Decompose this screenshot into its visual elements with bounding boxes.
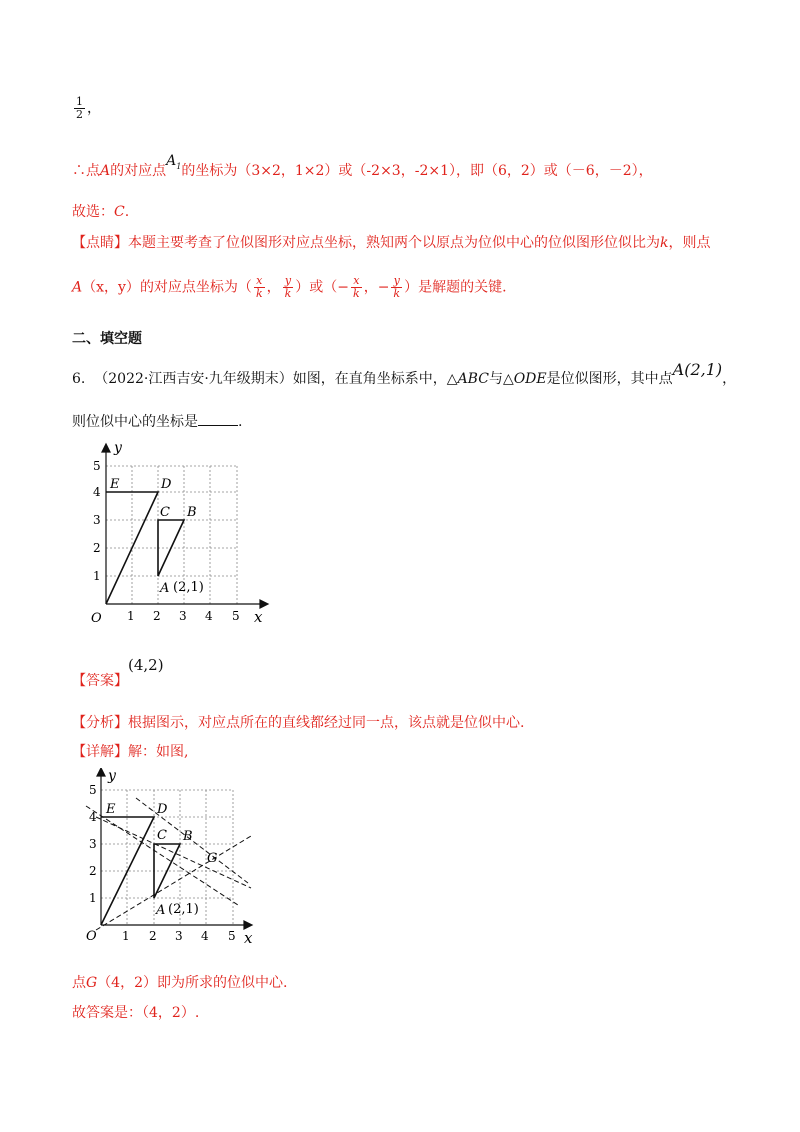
analysis-line: 【分析】根据图示，对应点所在的直线都经过同一点，该点就是位似中心. xyxy=(72,715,525,731)
svg-text:5: 5 xyxy=(89,783,97,797)
answer-blank xyxy=(198,413,238,426)
svg-text:2: 2 xyxy=(93,541,101,555)
grid xyxy=(106,466,237,604)
label-A-coord: (2,1) xyxy=(168,902,199,917)
conclusion-line: 点G（4，2）即为所求的位似中心. xyxy=(72,975,288,991)
question-line-1: 6. （2022·江西吉安·九年级期末）如图，在直角坐标系中，△ABC与△ODE是位似图形，其中点A(2,1)， xyxy=(72,360,737,387)
svg-text:3: 3 xyxy=(89,837,97,851)
svg-text:1: 1 xyxy=(93,569,101,583)
x-axis-arrow xyxy=(244,921,252,929)
svg-text:2: 2 xyxy=(89,864,97,878)
axis-y-label: y xyxy=(114,440,122,456)
x-tick-labels xyxy=(122,929,236,943)
label-A-coord: (2,1) xyxy=(173,580,204,595)
svg-text:4: 4 xyxy=(205,609,213,623)
svg-text:1: 1 xyxy=(89,891,97,905)
y-axis-arrow xyxy=(102,444,110,452)
label-D: D xyxy=(161,477,172,492)
label-D: D xyxy=(157,802,168,817)
svg-text:4: 4 xyxy=(201,929,209,943)
x-tick-labels xyxy=(127,609,240,623)
svg-text:2: 2 xyxy=(149,929,157,943)
x-axis-arrow xyxy=(260,600,268,608)
top-fraction-line: $\frac{1}{2}$ ， xyxy=(76,95,101,121)
label-B: B xyxy=(183,829,193,844)
label-G: G xyxy=(207,851,218,866)
svg-text:5: 5 xyxy=(232,609,240,623)
svg-text:1: 1 xyxy=(127,609,135,623)
svg-text:2: 2 xyxy=(153,609,161,623)
svg-text:1: 1 xyxy=(122,929,130,943)
svg-text:4: 4 xyxy=(89,810,97,824)
label-B: B xyxy=(187,505,197,520)
triangle-ABC xyxy=(158,520,184,576)
svg-text:3: 3 xyxy=(179,609,187,623)
origin-label: O xyxy=(86,929,97,944)
figure-1-coordinate-graph xyxy=(80,438,280,638)
therefore-line: ∴点A的对应点$A_1$的坐标为（3×2，1×2）或（-2×3，-2×1），即（6，2）或（－6，－2）， xyxy=(72,153,653,179)
question-line-2: 则位似中心的坐标是 . xyxy=(72,414,243,430)
answer-label: 【答案】 xyxy=(72,673,128,689)
axis-x-label: x xyxy=(244,929,253,947)
section-heading: 二、填空题 xyxy=(72,331,142,347)
y-tick-labels xyxy=(93,459,101,583)
svg-text:3: 3 xyxy=(93,513,101,527)
point-a1: $A_1$ xyxy=(166,153,182,171)
svg-text:4: 4 xyxy=(93,485,101,499)
y-axis-arrow xyxy=(97,768,105,776)
fraction-one-half: $\frac{1}{2}$ xyxy=(76,95,83,121)
origin-label: O xyxy=(91,611,102,626)
answer-value: (4,2) xyxy=(128,656,164,674)
final-answer-line: 故答案是：（4，2）. xyxy=(72,1005,200,1021)
formula-line: A（x，y）的对应点坐标为（ $\frac{x}{k}$ ， $\frac{y}{k}$ ）或（− $\frac{x}{k}$ ，− $\frac{y}{k}$ ）是解题的关键. xyxy=(72,274,507,300)
dianjing-line: 【点睛】本题主要考查了位似图形对应点坐标，熟知两个以原点为位似中心的位似图形位似比为k，则点 xyxy=(72,235,711,251)
label-E: E xyxy=(110,477,120,492)
axis-y-label: y xyxy=(108,768,116,784)
y-tick-labels xyxy=(89,783,97,905)
label-A: A xyxy=(160,581,170,596)
svg-text:5: 5 xyxy=(93,459,101,473)
label-A: A xyxy=(156,903,166,918)
svg-text:3: 3 xyxy=(175,929,183,943)
detail-line: 【详解】解：如图, xyxy=(72,744,189,760)
choose-line: 故选：C. xyxy=(72,204,130,220)
label-E: E xyxy=(106,802,116,817)
axis-x-label: x xyxy=(254,608,263,626)
figure-2-coordinate-graph xyxy=(76,768,276,953)
label-C: C xyxy=(157,828,167,843)
svg-text:5: 5 xyxy=(228,929,236,943)
label-C: C xyxy=(160,505,170,520)
